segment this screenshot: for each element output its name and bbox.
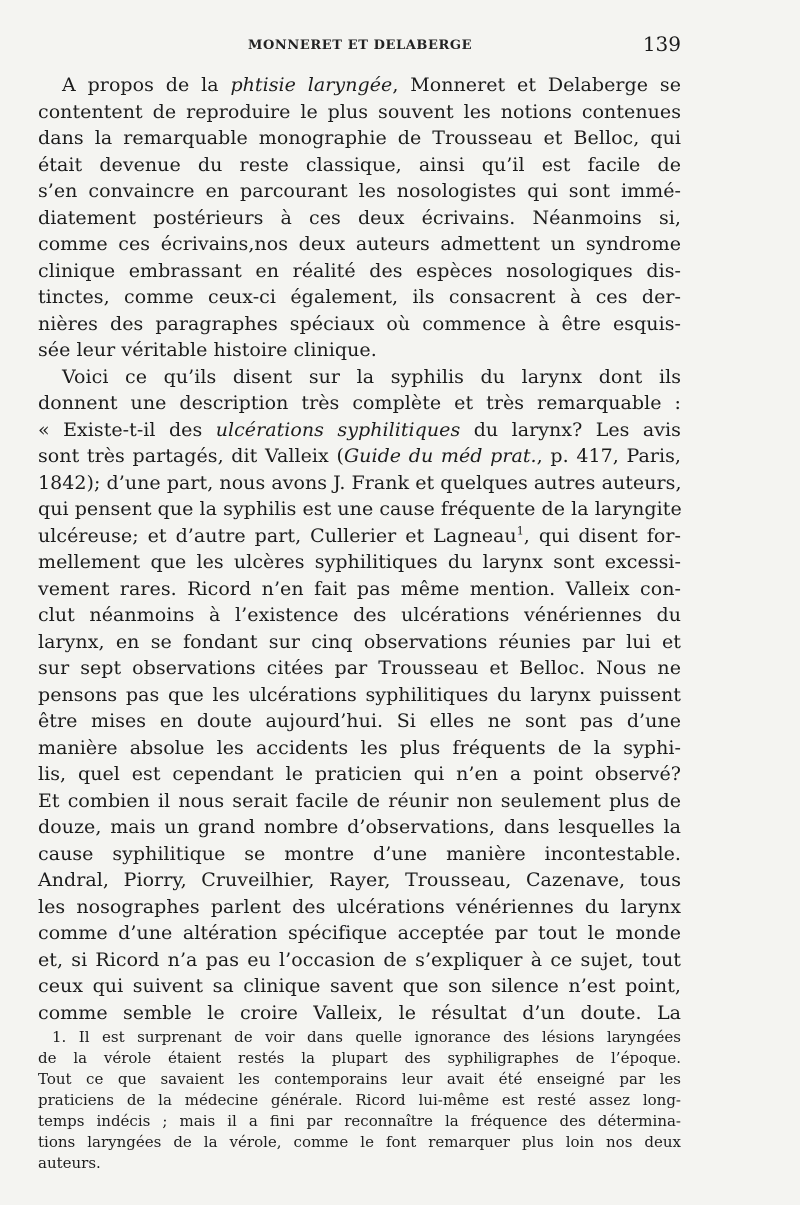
text-line: Voici ce qu’ils disent sur la syphilis du larynx dont ils <box>62 365 681 388</box>
text-line: dans la remarquable monographie de Trousseau et Belloc, qui <box>38 127 681 149</box>
text-line: comme semble le croire Valleix, le résultat d’un doute. La <box>38 1001 681 1024</box>
text-line: « Existe-t-il des ulcérations syphilitiques du larynx? Les avis <box>38 418 681 441</box>
text-line: comme d’une altération spécifique acceptée par tout le monde <box>38 922 681 944</box>
text-line: douze, mais un grand nombre d’observations, dans lesquelles la <box>38 816 681 838</box>
text-line: et, si Ricord n’a pas eu l’occasion de s’expliquer à ce sujet, tout <box>38 948 681 971</box>
text-line: larynx, en se fondant sur cinq observations réunies par lui et <box>38 630 681 653</box>
text-line: manière absolue les accidents les plus fréquents de la syphi- <box>38 736 681 759</box>
footnote-line: temps indécis ; mais il a fini par reconnaître la fréquence des détermina- <box>38 1112 681 1130</box>
text-line: mellement que les ulcères syphilitiques du larynx sont excessi- <box>38 551 681 573</box>
text-line: sont très partagés, dit Valleix (Guide du méd prat., p. 417, Paris, <box>38 445 681 467</box>
text-line: être mises en doute aujourd’hui. Si elles ne sont pas d’une <box>38 710 681 732</box>
text-line: comme ces écrivains,nos deux auteurs admettent un syndrome <box>38 233 681 255</box>
text-line: ulcéreuse; et d’autre part, Cullerier et Lagneau$^1$, qui disent for- <box>38 524 681 547</box>
text-line: contentent de reproduire le plus souvent les notions contenues <box>38 100 681 123</box>
footnote-line: 1. Il est surprenant de voir dans quelle ignorance des lésions laryngées <box>52 1028 681 1046</box>
text-line: A propos de la phtisie laryngée, Monneret et Delaberge se <box>62 74 681 96</box>
body-text <box>38 72 681 1026</box>
text-line: diatement postérieurs à ces deux écrivains. Néanmoins si, <box>38 206 681 229</box>
text-line: s’en convaincre en parcourant les nosologistes qui sont immé- <box>38 180 681 202</box>
text-line: tinctes, comme ceux-ci également, ils consacrent à ces der- <box>38 286 681 308</box>
text-line: Et combien il nous serait facile de réunir non seulement plus de <box>38 789 681 812</box>
footnote-line: auteurs. <box>38 1154 101 1172</box>
text-line: sée leur véritable histoire clinique. <box>38 339 377 361</box>
text-line: qui pensent que la syphilis est une cause fréquente de la laryngite <box>38 498 682 520</box>
text-line: était devenue du reste classique, ainsi qu’il est facile de <box>38 153 681 176</box>
footnote-line: Tout ce que savaient les contemporains leur avait été enseigné par les <box>38 1070 681 1088</box>
text-line: vement rares. Ricord n’en fait pas même mention. Valleix con- <box>38 577 681 600</box>
text-line: clinique embrassant en réalité des espèces nosologiques dis- <box>38 259 681 282</box>
footnotes <box>38 1027 681 1174</box>
page-header <box>38 34 681 58</box>
page-number: 139 <box>642 32 681 56</box>
text-line: donnent une description très complète et très remarquable : <box>38 392 681 414</box>
text-line: 1842); d’une part, nous avons J. Frank et quelques autres auteurs, <box>38 471 682 494</box>
text-line: les nosographes parlent des ulcérations vénériennes du larynx <box>38 895 681 918</box>
text-line: nières des paragraphes spéciaux où commence à être esquis- <box>38 312 681 335</box>
text-line: pensons pas que les ulcérations syphilitiques du larynx puissent <box>38 683 681 706</box>
footnote-line: de la vérole étaient restés la plupart des syphiligraphes de l’époque. <box>38 1049 681 1067</box>
running-head: MONNERET ET DELABERGE <box>248 38 473 53</box>
text-line: cause syphilitique se montre d’une manière incontestable. <box>38 842 681 865</box>
footnote-marker: 1 <box>516 524 524 538</box>
text-line: Andral, Piorry, Cruveilhier, Rayer, Trousseau, Cazenave, tous <box>38 869 681 891</box>
footnote-line: tions laryngées de la vérole, comme le font remarquer plus loin nos deux <box>38 1133 681 1151</box>
footnote-line: praticiens de la médecine générale. Ricord lui-même est resté assez long- <box>38 1091 681 1109</box>
text-line: clut néanmoins à l’existence des ulcérations vénériennes du <box>38 604 681 626</box>
text-line: sur sept observations citées par Trousseau et Belloc. Nous ne <box>38 657 681 679</box>
text-line: ceux qui suivent sa clinique savent que son silence n’est point, <box>38 975 681 997</box>
text-line: lis, quel est cependant le praticien qui n’en a point observé? <box>38 763 681 785</box>
